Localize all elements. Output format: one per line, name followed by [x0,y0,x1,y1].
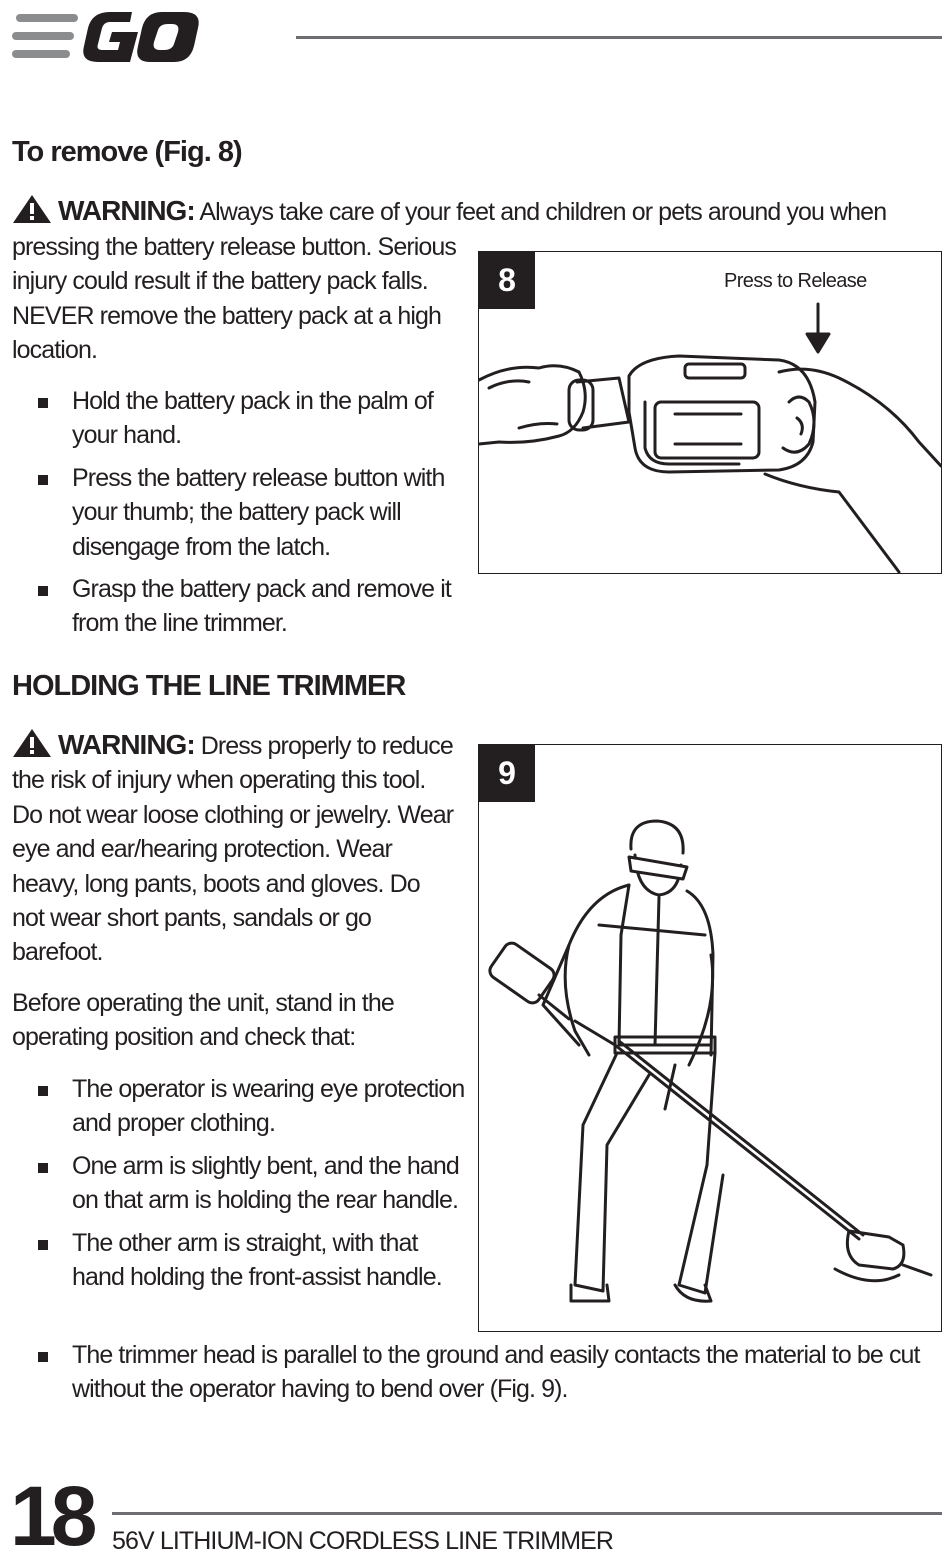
remove-steps-list [12,384,457,649]
warning-triangle-icon [12,728,52,758]
figure-9 [478,744,942,1332]
bullet-square-icon [38,398,48,408]
warning-text-first-line: Always take care of your feet and children or pets around you when [199,198,887,226]
press-to-release-caption: Press to Release [724,270,867,292]
figure-number: 9 [479,745,535,802]
list-item: The other arm is straight, with that hand holding the front-assist handle. [12,1226,467,1295]
bullet-square-icon [38,1352,48,1362]
warning-battery-first-line [12,194,937,229]
bullet-square-icon [38,586,48,596]
operating-checklist-last [12,1338,938,1415]
page-number: 18 [10,1469,92,1563]
bullet-square-icon [38,1163,48,1173]
list-item: Grasp the battery pack and remove it from the line trimmer. [12,572,457,641]
operating-position-intro: Before operating the unit, stand in the operating position and check that: [12,989,394,1052]
warning-text: Dress properly to reduce the risk of injury when operating this tool. Do not wear loose clothing or jewelry. Wear eye and ear/hearing protection. Wear heavy, long pants, boots and gloves. Do not wear short pants, sandals or go barefoot. [12,732,454,967]
warning-triangle-icon [12,194,52,224]
bullet-square-icon [38,1086,48,1096]
section-heading-to-remove: To remove (Fig. 8) [12,136,242,168]
list-item: The operator is wearing eye protection and proper clothing. [12,1072,467,1141]
footer-rule [112,1512,942,1515]
section-heading-holding-trimmer: HOLDING THE LINE TRIMMER [12,670,406,702]
header-rule [296,36,942,39]
bullet-square-icon [38,1240,48,1250]
ego-logo [12,6,274,66]
footer-title: 56V LITHIUM-ION CORDLESS LINE TRIMMER [112,1527,614,1555]
warning-dress-properly [12,728,457,970]
operating-checklist [12,1072,467,1302]
warning-battery-rest: pressing the battery release button. Serious injury could result if the battery pack falls. NEVER remove the battery pack at a high location. [12,233,457,365]
list-item: One arm is slightly bent, and the hand on that arm is holding the rear handle. [12,1149,467,1218]
warning-label: WARNING: [58,195,195,226]
figure-8 [478,251,942,574]
bullet-square-icon [38,475,48,485]
battery-release-illustration [479,252,941,573]
operator-holding-trimmer-illustration [479,745,941,1331]
figure-number: 8 [479,252,535,309]
list-item: Press the battery release button with your thumb; the battery pack will disengage from the latch. [12,461,457,564]
list-item: Hold the battery pack in the palm of your hand. [12,384,457,453]
warning-label: WARNING: [58,729,195,760]
list-item: The trimmer head is parallel to the ground and easily contacts the material to be cut without the operator having to bend over (Fig. 9). [12,1338,938,1407]
